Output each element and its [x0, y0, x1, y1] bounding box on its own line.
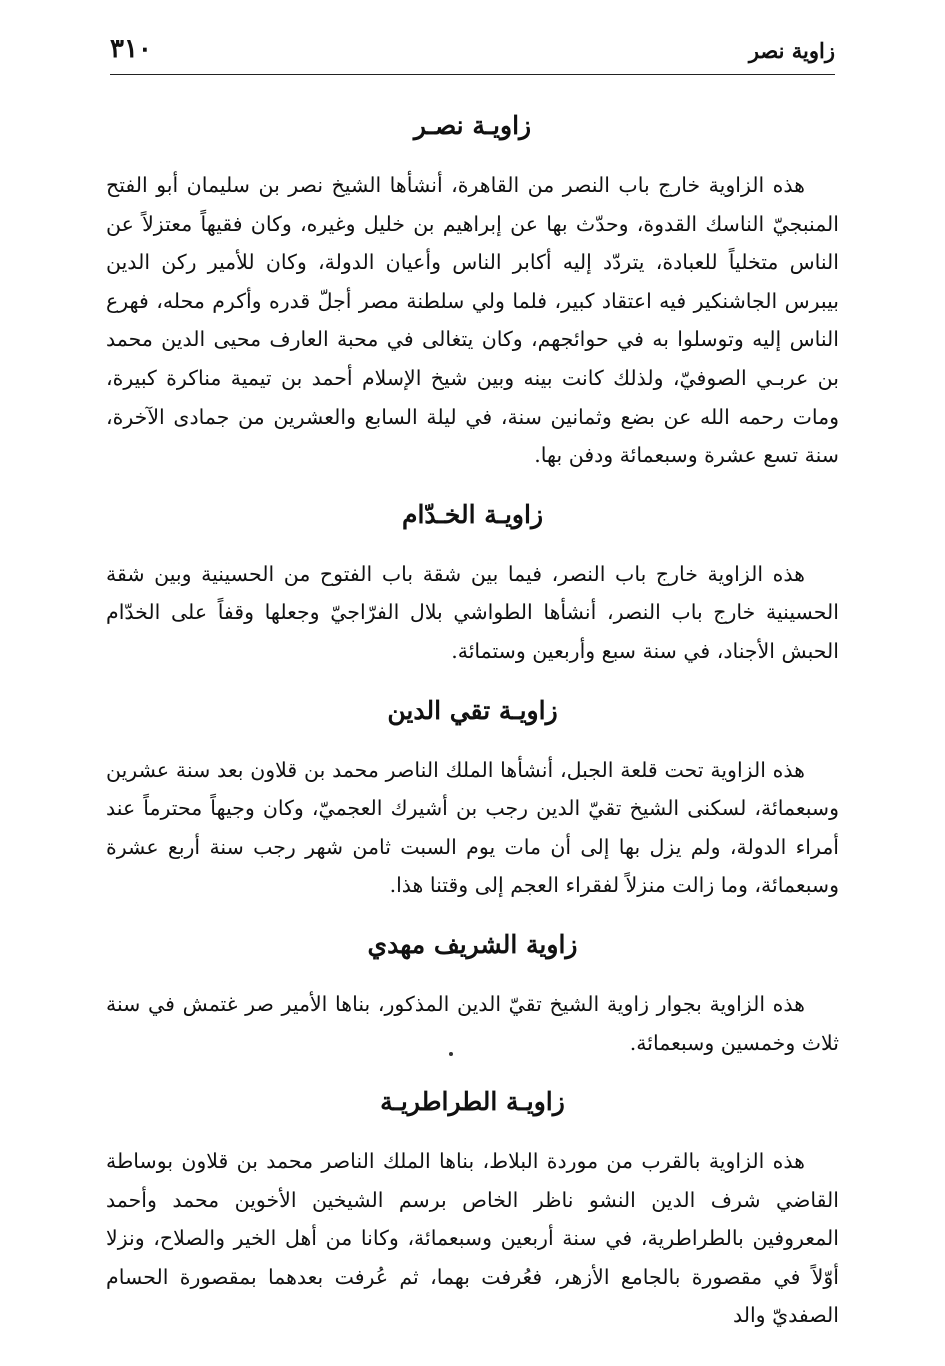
running-header	[110, 30, 835, 75]
section-title: زاويـة نصـر	[413, 111, 532, 140]
section-zawiyat-al-sharif-mahdi	[106, 927, 839, 1062]
section-title: زاويـة الخـدّام	[401, 499, 544, 529]
section-title: زاويـة الطراطريـة	[380, 1087, 565, 1117]
section-title: زاوية الشريف مهدي	[367, 929, 578, 959]
section-zawiyat-taqi-al-din	[106, 693, 839, 905]
section-paragraph: هذه الزاوية خارج باب النصر، فيما بين شقة باب الفتوح من الحسينية وبين شقة الحسينية خارج باب النصر، أنشأها الطواشي بلال الفرّاجيّ وجعلها وقفاً على الخدّام الحبش الأجناد، في سنة سبع وأربعين وستمائة.	[106, 561, 839, 663]
section-paragraph: هذه الزاوية بجوار زاوية الشيخ تقيّ الدين المذكور، بناها الأمير صر غتمش في سنة ثلاث وخمسين وسبعمائة.	[106, 991, 839, 1055]
section-title: زاويـة تقي الدين	[387, 695, 558, 725]
section-paragraph: هذه الزاوية خارج باب النصر من القاهرة، أنشأها الشيخ نصر بن سليمان أبو الفتح المنبجيّ الناسك القدوة، وحدّث بها عن إبراهيم بن خليل وغيره، وكان فقيهاً معتزلاً عن الناس متخلياً للعبادة، يتردّد إليه أكابر الناس وأعيان الدولة، وكان للأمير ركن الدين بيبرس الجاشنكير فيه اعتقاد كبير، فلما ولي سلطنة مصر أجلّ قدره وأكرم محله، فهرع الناس إليه وتوسلوا به في حوائجهم، وكان يتغالى في محبة العارف محيى الدين محمد بن عربـي الصوفيّ، ولذلك كانت بينه وبين شيخ الإسلام أحمد بن تيمية مناكرة كبيرة، ومات رحمه الله عن بضع وثمانين سنة، في ليلة السابع والعشرين من جمادى الآخرة، سنة تسع عشرة وسبعمائة ودفن بها.	[106, 173, 839, 468]
section-zawiyat-al-tarateriya	[106, 1084, 839, 1335]
stray-dot-mark	[449, 1052, 453, 1056]
page-number: ٣١٠	[110, 34, 152, 64]
section-zawiyat-al-khuddam	[106, 497, 839, 671]
running-title: زاوية نصر	[748, 38, 835, 63]
page-content	[106, 108, 839, 1335]
section-paragraph: هذه الزاوية تحت قلعة الجبل، أنشأها الملك الناصر محمد بن قلاون بعد سنة عشرين وسبعمائة، لسكنى الشيخ تقيّ الدين رجب بن أشيرك العجميّ، وكان وجيهاً محترماً عند أمراء الدولة، ولم يزل بها إلى أن مات يوم السبت ثامن شهر رجب سنة أربع عشرة وسبعمائة، وما زالت منزلاً لفقراء العجم إلى وقتنا هذا.	[106, 757, 839, 898]
section-paragraph: هذه الزاوية بالقرب من موردة البلاط، بناها الملك الناصر محمد بن قلاون بوساطة القاضي شرف الدين النشو ناظر الخاص برسم الشيخين الأخوين محمد وأحمد المعروفين بالطراطرية، في سنة أربعين وسبعمائة، وكانا من أهل الخير والصلاح، ونزلا أوّلاً في مقصورة بالجامع الأزهر، فعُرفت بهما، ثم عُرفت بعدهما بمقصورة الحسام الصفديّ والد	[106, 1149, 839, 1328]
section-zawiyat-nasr	[106, 108, 839, 475]
